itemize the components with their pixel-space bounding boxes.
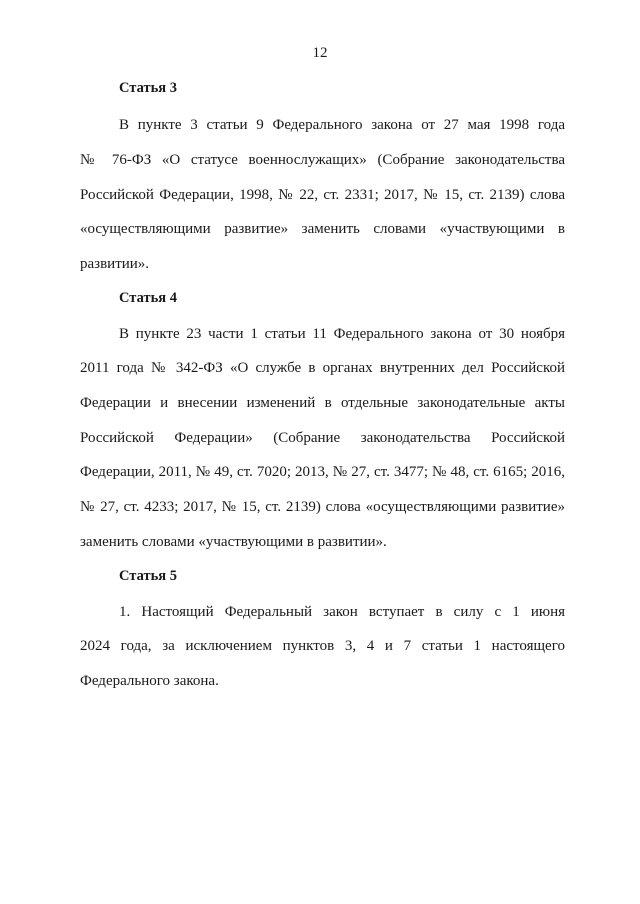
page-number: 12 [312,45,328,61]
article-5-line-2: 2024 года, за исключением пунктов 3, 4 и 7 статьи 1 настоящего [80,638,565,654]
article-4-line-2: 2011 года № 342-ФЗ «О службе в органах внутренних дел Российской [80,360,565,376]
article-5-heading: Статья 5 [119,568,177,584]
article-4-line-5: Федерации, 2011, № 49, ст. 7020; 2013, № 27, ст. 3477; № 48, ст. 6165; 2016, [80,464,565,480]
article-4-line-7: заменить словами «участвующими в развитии». [80,534,387,550]
article-4-line-1: В пункте 23 части 1 статьи 11 Федерального закона от 30 ноября [119,326,565,342]
article-4-heading: Статья 4 [119,290,177,306]
article-3-line-2: № 76-ФЗ «О статусе военнослужащих» (Собрание законодательства [80,152,565,168]
article-3-heading: Статья 3 [119,80,177,96]
article-4-line-6: № 27, ст. 4233; 2017, № 15, ст. 2139) слова «осуществляющими развитие» [80,499,565,515]
article-3-line-3: Российской Федерации, 1998, № 22, ст. 2331; 2017, № 15, ст. 2139) слова [80,187,565,203]
article-5-line-1: 1. Настоящий Федеральный закон вступает в силу с 1 июня [119,604,565,620]
article-3-line-1: В пункте 3 статьи 9 Федерального закона от 27 мая 1998 года [119,117,565,133]
article-3-line-4: «осуществляющими развитие» заменить словами «участвующими в [80,221,565,237]
article-4-line-3: Федерации и внесении изменений в отдельные законодательные акты [80,395,565,411]
article-4-line-4: Российской Федерации» (Собрание законодательства Российской [80,430,565,446]
article-3-line-5: развитии». [80,256,150,272]
article-5-line-3: Федерального закона. [80,673,219,689]
